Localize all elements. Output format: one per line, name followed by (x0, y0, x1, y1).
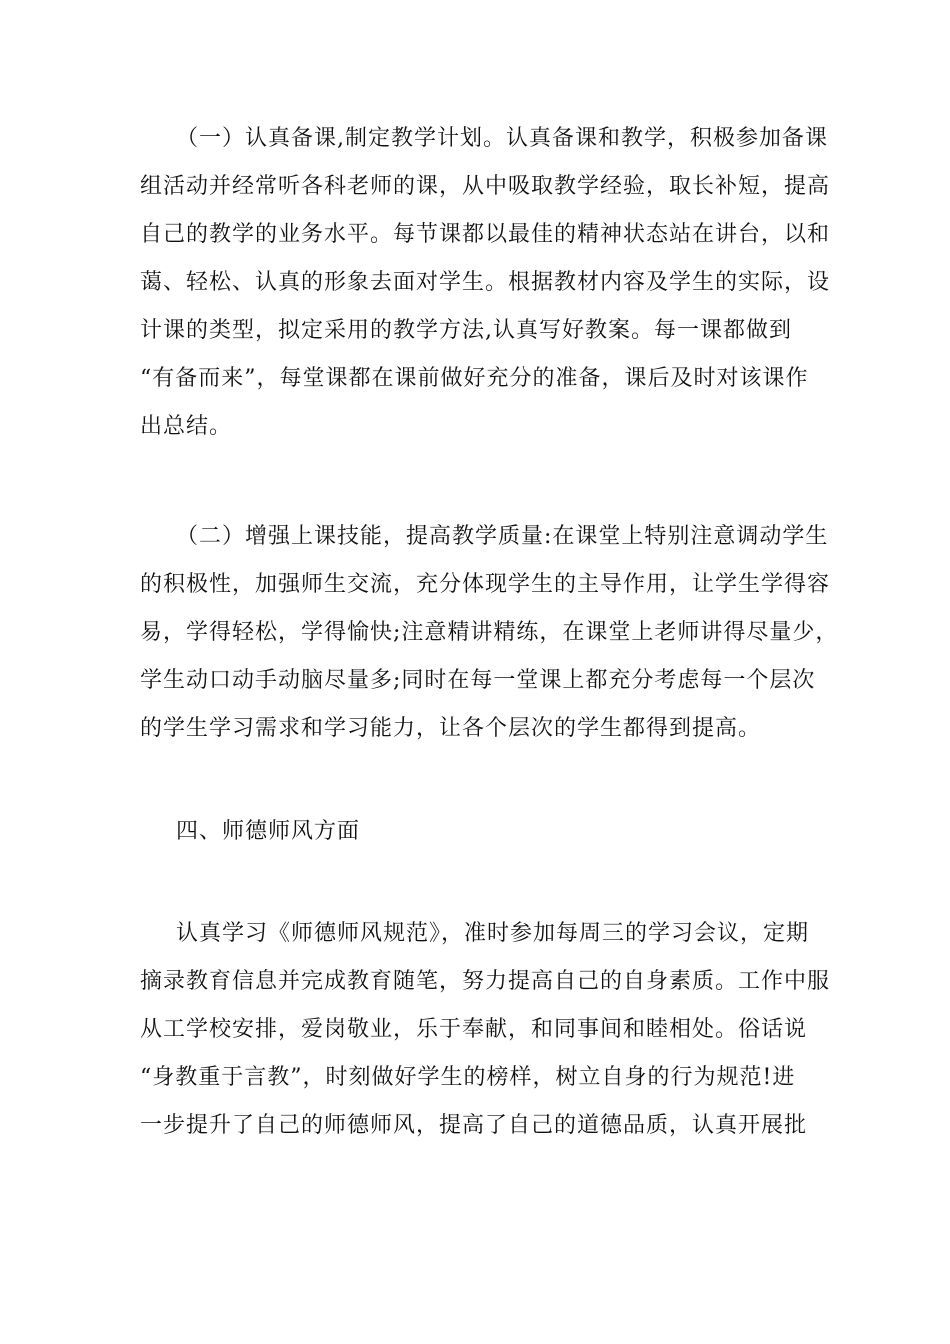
paragraph-line: 的学生学习需求和学习能力，让各个层次的学生都得到提高。 (140, 716, 762, 741)
paragraph-line: 摘录教育信息并完成教育随笔，努力提高自己的自身素质。工作中服 (140, 969, 831, 994)
paragraph-line: 易，学得轻松，学得愉快;注意精讲精练，在课堂上老师讲得尽量少， (140, 620, 839, 645)
paragraph-line: （一）认真备课,制定教学计划。认真备课和教学，积极参加备课 (176, 126, 828, 151)
paragraph-line: 计课的类型，拟定采用的教学方法,认真写好教案。每一课都做到 (140, 318, 792, 343)
paragraph-line: （二）增强上课技能，提高教学质量:在课堂上特别注意调动学生 (176, 524, 829, 549)
paragraph-lesson-preparation (140, 115, 830, 451)
section-heading (140, 808, 830, 856)
paragraph-line: 认真学习《师德师风规范》，准时参加每周三的学习会议，定期 (176, 921, 810, 946)
paragraph-line: 的积极性，加强师生交流，充分体现学生的主导作用，让学生学得容 (140, 572, 831, 597)
paragraph-line: “有备而来”，每堂课都在课前做好充分的准备，课后及时对该课作 (140, 366, 809, 391)
paragraph-line: 一步提升了自己的师德师风，提高了自己的道德品质，认真开展批 (140, 1113, 808, 1138)
paragraph-line: 从工学校安排，爱岗敬业，乐于奉献，和同事间和睦相处。俗话说 (140, 1017, 808, 1042)
paragraph-line: 学生动口动手动脑尽量多;同时在每一堂课上都充分考虑每一个层次 (140, 668, 816, 693)
section-heading-text: 四、师德师风方面 (176, 819, 361, 844)
paragraph-line: 组活动并经常听各科老师的课，从中吸取教学经验，取长补短，提高 (140, 174, 831, 199)
paragraph-teacher-ethics (140, 910, 830, 1150)
paragraph-line: 自己的教学的业务水平。每节课都以最佳的精神状态站在讲台，以和 (140, 222, 831, 247)
paragraph-teaching-skills (140, 513, 839, 753)
paragraph-line: “身教重于言教”，时刻做好学生的榜样，树立自身的行为规范!进 (140, 1065, 796, 1090)
paragraph-line: 出总结。 (140, 414, 233, 439)
paragraph-line: 蔼、轻松、认真的形象去面对学生。根据教材内容及学生的实际，设 (140, 270, 831, 295)
